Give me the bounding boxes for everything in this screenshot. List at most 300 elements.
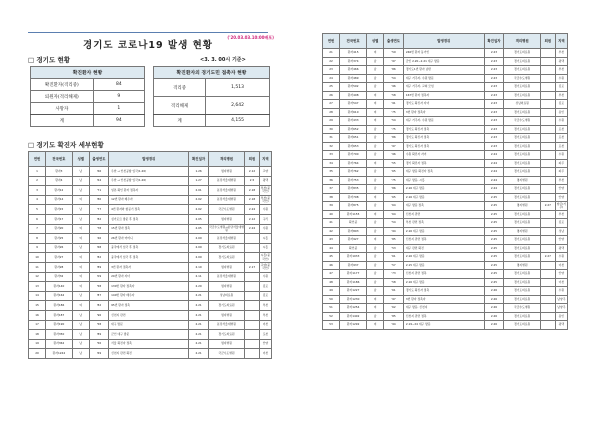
table-cell: 2.23	[484, 125, 504, 134]
table-cell: 수원	[555, 74, 567, 83]
table-cell: 여	[72, 253, 89, 263]
table-cell: 2.25	[484, 244, 504, 253]
table-row	[29, 262, 272, 272]
table-cell	[245, 320, 260, 330]
table-cell: 경기도 확진자 접촉	[403, 287, 484, 296]
table-cell: '46	[89, 234, 108, 244]
column-header: 확진일자	[189, 152, 208, 167]
table-cell: 47	[323, 270, 340, 279]
table-cell: 환자875	[340, 202, 367, 211]
table-cell: 51	[323, 304, 340, 313]
table-row	[29, 234, 272, 244]
table-cell: 2.16 대구 방문	[403, 193, 484, 202]
table-cell: 2.16 대구 방문	[403, 253, 484, 262]
table-cell: '86	[384, 134, 404, 143]
table-cell: 안양	[555, 185, 567, 194]
table-cell: 국군수도병원	[504, 117, 541, 126]
table-cell: 21	[323, 49, 340, 58]
table-cell: 평택	[259, 176, 271, 186]
table-cell: 환자798	[340, 193, 367, 202]
table-cell: 평택	[555, 57, 567, 66]
table-cell: '61	[384, 253, 404, 262]
table-cell: 여	[367, 159, 384, 168]
table-cell: 2.21	[189, 330, 208, 340]
table-cell: 성남의료원	[208, 291, 244, 301]
table-cell: 여	[367, 304, 384, 313]
table-cell: 평택	[555, 244, 567, 253]
table-cell: 남	[367, 134, 384, 143]
table-cell: 2.23	[484, 91, 504, 100]
table-cell: 신천지 관련	[109, 310, 189, 320]
table-cell	[541, 49, 556, 58]
table-cell: 25	[323, 83, 340, 92]
table-cell: 18	[29, 330, 46, 340]
table-cell: 환자28	[46, 262, 73, 272]
table-cell: 대구 방문, 신천지	[403, 304, 484, 313]
table-cell: 환자753	[340, 176, 367, 185]
table-cell: 부천(중국인)	[260, 195, 270, 204]
table-cell: 대구 방문	[109, 320, 189, 330]
table-cell: 1	[29, 167, 46, 177]
column-header: 확진일자	[484, 34, 504, 49]
table-cell: 환자26	[46, 243, 73, 253]
table-cell: 2.21	[189, 301, 208, 311]
table-cell: 신천지 관련 접촉	[403, 236, 484, 245]
table-cell: '89	[89, 330, 108, 340]
table-cell: 12	[29, 272, 46, 282]
table-row	[323, 185, 568, 194]
table-cell	[541, 321, 556, 330]
table-cell: 확인중	[340, 219, 367, 228]
table-cell: 구리	[259, 214, 271, 224]
table-cell: 2.5	[245, 176, 260, 186]
table-cell: 2.26	[484, 321, 504, 330]
table-cell: '66	[89, 167, 108, 177]
table-cell: 부천	[555, 176, 567, 185]
table-cell: '82	[89, 253, 108, 263]
table-cell: 36	[323, 176, 340, 185]
table-cell: '56	[89, 339, 108, 349]
table-cell: 13	[29, 282, 46, 292]
table-cell: 여	[72, 262, 89, 272]
table-cell: '80	[89, 195, 108, 205]
table-cell: 경기도의료원	[504, 159, 541, 168]
table-cell: 2.05	[189, 214, 208, 224]
row-label: 격리중	[154, 79, 206, 97]
table-row	[29, 301, 272, 311]
contacts-header: 확진환자의 경기도민 접촉자 현황	[154, 67, 270, 79]
table-cell: '64	[89, 176, 108, 186]
table-cell: 남	[367, 57, 384, 66]
table-cell: 환자927	[340, 236, 367, 245]
table-cell: 남	[72, 310, 89, 320]
table-cell: 이천	[555, 261, 567, 270]
table-cell: 경기도의료원	[208, 253, 244, 263]
table-cell: 군인 대구 방문	[109, 330, 189, 340]
table-cell	[541, 134, 556, 143]
table-cell: 국군수도병원→분당서울대병원	[209, 224, 244, 232]
table-cell: 시흥	[259, 234, 271, 244]
table-cell: '78	[89, 224, 108, 234]
table-cell: 2.25	[484, 236, 504, 245]
table-cell: 남	[367, 219, 384, 228]
right-page	[300, 0, 600, 425]
total-value: 4,155	[206, 115, 270, 127]
page-title: 경기도 코로나19 발생 현황	[83, 40, 213, 51]
confirmed-header: 확진환자 현황	[31, 67, 145, 79]
table-cell: 남	[72, 349, 89, 359]
table-cell: 환자374	[340, 57, 367, 66]
table-cell: 2.21	[189, 339, 208, 349]
table-cell: 경기도의료원	[504, 321, 541, 330]
table-cell: 환자1155	[340, 210, 367, 219]
table-cell: 경기도의료원	[504, 270, 541, 279]
column-header: 전국번호	[46, 152, 73, 167]
table-cell	[541, 83, 556, 92]
table-cell: 20	[29, 349, 46, 359]
table-cell: 환자1292	[340, 321, 367, 330]
table-cell: 남	[72, 243, 89, 253]
table-cell: 남	[367, 83, 384, 92]
table-cell: 48	[323, 278, 340, 287]
table-cell: 고양	[259, 167, 271, 177]
table-cell: 고양(중국인)	[260, 263, 270, 271]
table-cell: 환자140	[46, 282, 73, 292]
column-header: 격리병원	[208, 152, 244, 167]
table-cell: 환자764	[340, 159, 367, 168]
table-cell: 수원	[555, 253, 567, 262]
table-cell: 남	[367, 66, 384, 75]
table-cell: 여	[367, 210, 384, 219]
table-cell: 환자547	[340, 100, 367, 109]
table-cell: 35	[323, 168, 340, 177]
table-cell: 여	[72, 282, 89, 292]
table-cell: 환자12	[46, 186, 73, 196]
table-cell: 경기도의료원	[504, 295, 541, 304]
table-cell: 남	[367, 312, 384, 321]
table-cell	[541, 270, 556, 279]
row-value: 9	[93, 91, 144, 103]
table-cell	[541, 108, 556, 117]
confirmed-table	[30, 66, 145, 127]
table-cell: 국군수도병원	[504, 304, 541, 313]
table-row	[29, 224, 272, 234]
table-cell: 파주	[555, 168, 567, 177]
table-cell: 명지병원	[208, 167, 244, 177]
table-cell	[541, 312, 556, 321]
table-cell: 9	[29, 243, 46, 253]
table-cell	[541, 287, 556, 296]
table-row	[29, 243, 272, 253]
table-cell: 2.23	[484, 83, 504, 92]
table-cell: 2.18	[245, 195, 260, 205]
table-cell: '64	[384, 210, 404, 219]
table-cell: 환자498	[340, 91, 367, 100]
table-cell: 32	[323, 142, 340, 151]
table-cell: 경기도의료원	[504, 151, 541, 160]
table-cell: 2.15 대구 방문	[403, 261, 484, 270]
table-cell: '75	[384, 125, 404, 134]
table-cell: 부천	[555, 66, 567, 75]
table-cell: 김포	[259, 282, 271, 292]
table-cell: 남	[367, 261, 384, 270]
table-cell: '54	[384, 117, 404, 126]
table-cell: 일본 확인 환자 접촉자	[109, 186, 189, 196]
table-cell: 서울 확진자 접촉	[109, 339, 189, 349]
table-cell: 김포	[555, 83, 567, 92]
row-label: 사망자	[31, 103, 94, 115]
table-row	[323, 176, 568, 185]
table-cell: 환자1230	[340, 295, 367, 304]
table-cell: 환자32	[46, 272, 73, 282]
table-cell: 남	[367, 125, 384, 134]
table-cell: '58	[89, 320, 108, 330]
table-cell: '54	[384, 74, 404, 83]
table-cell: 국군수도병원	[504, 74, 541, 83]
table-cell: 7	[29, 224, 46, 234]
table-cell: 24	[323, 74, 340, 83]
table-cell: 여	[72, 195, 89, 205]
table-cell	[245, 234, 260, 244]
table-cell: 2.23	[484, 108, 504, 117]
row-value: 1	[93, 103, 144, 115]
table-cell: 명지병원	[208, 214, 244, 224]
table-cell: 경기도의료원	[504, 210, 541, 219]
table-cell: 안양	[555, 270, 567, 279]
table-cell: 용인	[555, 108, 567, 117]
table-cell: 246번 환자 동거인	[403, 49, 484, 58]
table-row	[323, 287, 568, 296]
table-cell: 여	[72, 272, 89, 282]
column-header: 성별	[72, 152, 89, 167]
table-row	[29, 320, 272, 330]
table-cell: 남	[367, 227, 384, 236]
table-cell: 14	[29, 291, 46, 301]
table-cell: 1.27	[189, 176, 208, 186]
table-cell: 경기도의료원	[504, 49, 541, 58]
table-cell: 환자14	[46, 195, 73, 205]
table-cell: 10	[29, 253, 46, 263]
table-cell	[541, 100, 556, 109]
table-cell: '82	[89, 301, 108, 311]
table-cell: 2.27	[541, 253, 556, 262]
table-cell	[541, 304, 556, 313]
table-cell: 53	[323, 321, 340, 330]
table-cell: '57	[384, 261, 404, 270]
table-cell: 3	[29, 186, 46, 196]
table-cell	[245, 330, 260, 340]
table-cell: 경기도 확진자 자녀	[403, 100, 484, 109]
table-cell: 2.25	[484, 219, 504, 228]
table-cell: 33	[323, 151, 340, 160]
table-cell: 중국에서 입국 후 접촉	[109, 253, 189, 263]
table-cell: 2.26	[484, 287, 504, 296]
table-cell: 남양주	[555, 295, 567, 304]
table-cell: 군인 2.20~2.21 대구 방문	[403, 57, 484, 66]
table-cell: 명지병원	[208, 282, 244, 292]
column-header: 출생연도	[89, 152, 108, 167]
table-row	[323, 202, 568, 211]
table-row	[323, 142, 568, 151]
table-cell: 분당서울대병원	[208, 234, 244, 244]
table-cell: 남	[367, 142, 384, 151]
table-cell: 2.09	[189, 243, 208, 253]
table-cell: 1.26	[189, 167, 208, 177]
table-cell	[541, 261, 556, 270]
table-cell: 2.23	[484, 100, 504, 109]
column-header: 지역	[555, 34, 567, 49]
table-cell: 44	[323, 244, 340, 253]
table-cell: 140번 환자 배우자	[109, 291, 189, 301]
table-row	[323, 253, 568, 262]
table-cell: 남	[367, 185, 384, 194]
detail-table-left	[28, 151, 272, 359]
table-cell: '91	[384, 100, 404, 109]
table-cell: '96	[384, 151, 404, 160]
table-cell: 130번 환자 접촉자	[109, 282, 189, 292]
table-cell	[541, 168, 556, 177]
table-row	[323, 151, 568, 160]
table-cell: 남	[72, 320, 89, 330]
table-cell: 분당서울대병원	[208, 272, 244, 282]
table-cell: '86	[384, 66, 404, 75]
table-cell: 11	[29, 262, 46, 272]
table-cell: '53	[384, 244, 404, 253]
table-cell: 이천	[259, 320, 271, 330]
table-cell: 20번 환자 자녀	[109, 272, 189, 282]
table-cell: 2.21	[189, 291, 208, 301]
table-cell: 2.27	[541, 202, 556, 211]
table-cell	[245, 253, 260, 263]
table-cell: 수원	[259, 224, 271, 234]
table-cell: 대구 방문 접촉	[403, 202, 484, 211]
table-cell: 2.26	[484, 304, 504, 313]
table-cell: 명지병원	[504, 176, 541, 185]
table-cell: 환자652	[340, 125, 367, 134]
table-cell: 환자835	[340, 185, 367, 194]
table-cell: '71	[89, 186, 108, 196]
table-cell: 환자1402	[340, 312, 367, 321]
table-cell: 부천	[555, 49, 567, 58]
table-cell: 명지병원	[208, 262, 244, 272]
table-row	[29, 186, 272, 196]
table-cell: 남	[72, 291, 89, 301]
column-header: 퇴원	[541, 34, 556, 49]
table-cell: 포천	[259, 330, 271, 340]
table-cell: 2.25	[484, 193, 504, 202]
table-cell: 경기도의료원	[504, 244, 541, 253]
table-cell: 2.17	[245, 262, 260, 272]
table-cell: 남	[72, 205, 89, 215]
table-cell: '75	[384, 176, 404, 185]
table-cell	[541, 295, 556, 304]
table-cell: 2.18	[245, 186, 260, 196]
table-row	[323, 117, 568, 126]
table-cell: 31	[323, 134, 340, 143]
table-cell: '85	[384, 312, 404, 321]
table-cell: 3번 환자 접촉자	[403, 295, 484, 304]
column-header: 전국번호	[340, 34, 367, 49]
table-cell: 29	[323, 117, 340, 126]
table-cell: 23	[323, 66, 340, 75]
table-cell: '75	[384, 108, 404, 117]
detail-heading: □ 경기도 확진자 세부현황	[28, 141, 104, 149]
table-cell: 남	[367, 176, 384, 185]
table-cell: 2	[29, 176, 46, 186]
table-cell: 남	[72, 186, 89, 196]
table-cell: '82	[89, 214, 108, 224]
table-cell: 부천	[555, 91, 567, 100]
table-cell: 2.26	[484, 295, 504, 304]
table-cell: '94	[384, 227, 404, 236]
table-cell: 2.24	[245, 205, 260, 215]
table-cell: 8	[29, 234, 46, 244]
table-cell	[245, 291, 260, 301]
title-bar	[28, 32, 274, 51]
table-cell: 분당서울대병원	[208, 320, 244, 330]
table-cell: '73	[384, 270, 404, 279]
table-cell: 김포	[259, 291, 271, 301]
table-cell: 환자466	[340, 66, 367, 75]
table-cell: 15번 환자 접촉	[109, 224, 189, 234]
table-cell: 2.09	[189, 253, 208, 263]
table-cell: 15	[29, 301, 46, 311]
table-cell: 남	[367, 270, 384, 279]
table-row	[29, 167, 272, 177]
table-cell: 경기도 확진자 접촉	[403, 142, 484, 151]
table-cell: 명지병원	[208, 339, 244, 349]
table-cell: '69	[89, 349, 108, 359]
table-cell: 환자1186	[340, 278, 367, 287]
table-row	[323, 49, 568, 58]
table-cell: 환자162	[46, 291, 73, 301]
table-cell: 2.19~24 대구 방문	[403, 321, 484, 330]
table-cell: 경기도의료원	[504, 134, 541, 143]
table-row	[29, 282, 272, 292]
column-header: 성별	[367, 34, 384, 49]
table-row	[29, 291, 272, 301]
table-cell: 여	[367, 91, 384, 100]
table-row	[323, 57, 568, 66]
table-cell: 성남	[555, 227, 567, 236]
table-cell: 19	[29, 339, 46, 349]
table-cell: 명지병원	[504, 227, 541, 236]
table-row	[323, 91, 568, 100]
table-cell: 12번 환자 배우자	[109, 195, 189, 205]
table-cell: 시흥(중국인)	[260, 253, 270, 261]
table-cell: 대구 관련 확진	[403, 244, 484, 253]
table-cell: 경기도의료원	[504, 287, 541, 296]
table-row	[323, 193, 568, 202]
table-row	[323, 321, 568, 330]
table-cell: 남	[367, 287, 384, 296]
table-cell	[541, 117, 556, 126]
table-cell: 2.10	[189, 262, 208, 272]
table-cell: 평택	[555, 321, 567, 330]
table-cell: 경기도의료원	[208, 301, 244, 311]
table-row	[323, 219, 568, 228]
table-cell: '85	[384, 236, 404, 245]
table-row	[29, 214, 272, 224]
table-cell	[541, 176, 556, 185]
table-cell	[245, 349, 260, 359]
table-cell: 명지병원	[504, 202, 541, 211]
column-header: 격리병원	[504, 34, 541, 49]
table-cell: 환자433	[340, 117, 367, 126]
table-cell: 2.21	[189, 349, 208, 359]
table-cell: 2.24	[484, 168, 504, 177]
table-cell: 경기도1번 환자 남편	[403, 66, 484, 75]
